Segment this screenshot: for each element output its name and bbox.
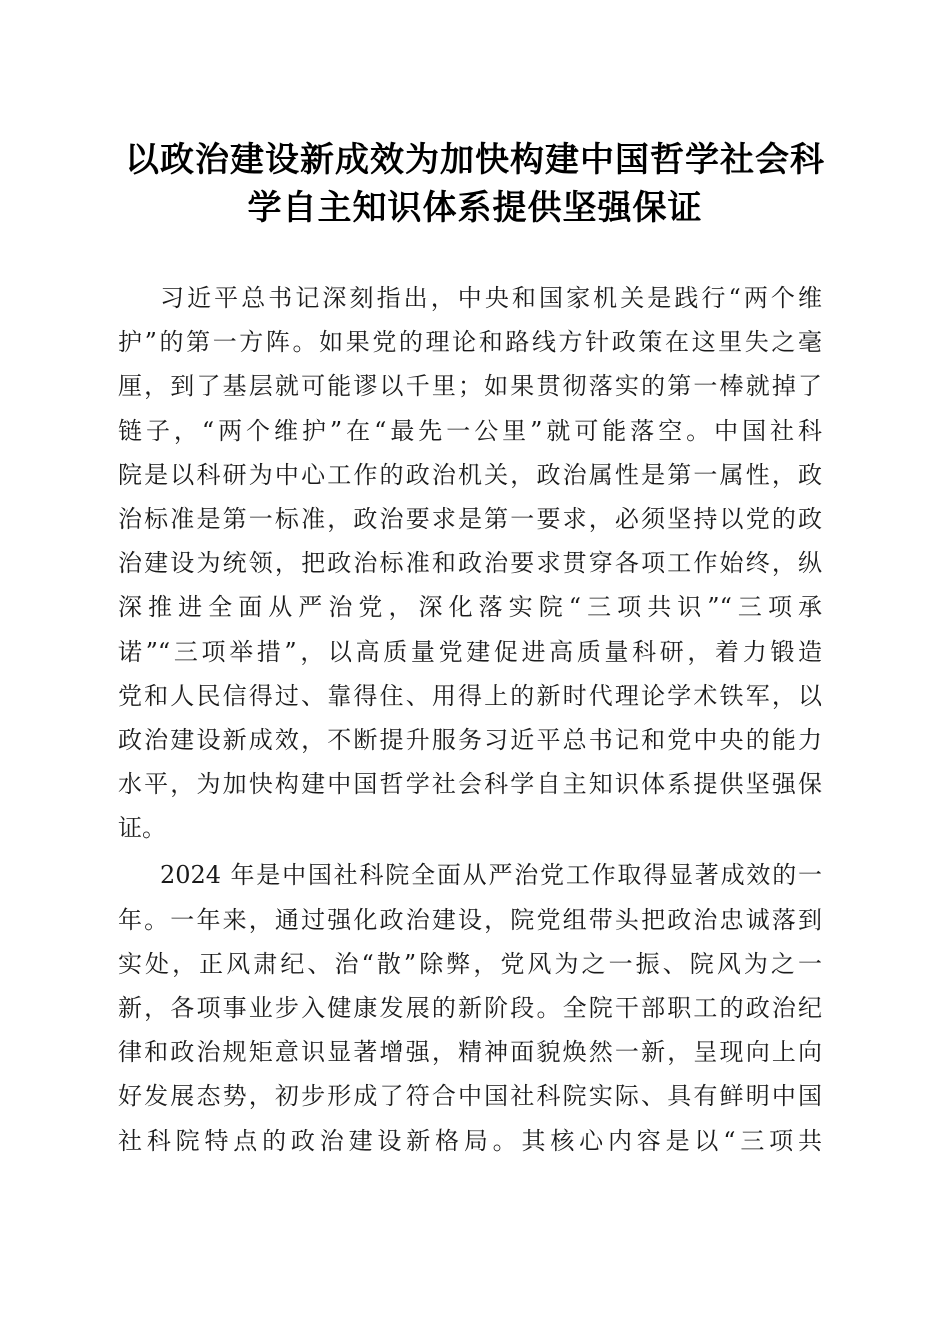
document-body: [118, 276, 822, 1166]
text-line: 治建设为统领，把政治标准和政治要求贯穿各项工作始终，纵: [118, 549, 822, 578]
paragraph: [118, 853, 822, 1162]
title-line: 学自主知识体系提供坚强保证: [247, 188, 703, 228]
text-line: 习近平总书记深刻指出，中央和国家机关是践行“两个维: [160, 284, 822, 312]
document-title: [0, 136, 950, 232]
paragraph: [118, 276, 822, 850]
text-line: 水平，为加快构建中国哲学社会科学自主知识体系提供坚强保: [118, 770, 822, 799]
text-line: 链子，“两个维护”在“最先一公里”就可能落空。中国社科: [118, 416, 822, 445]
text-line: 社科院特点的政治建设新格局。其核心内容是以“三项共: [118, 1126, 822, 1155]
text-line: 厘，到了基层就可能谬以千里；如果贯彻落实的第一棒就掉了: [118, 372, 822, 401]
text-line: 诺”“三项举措”，以高质量党建促进高质量科研，着力锻造: [118, 637, 822, 666]
text-line: 政治建设新成效，不断提升服务习近平总书记和党中央的能力: [118, 725, 822, 754]
text-line: 律和政治规矩意识显著增强，精神面貌焕然一新，呈现向上向: [118, 1038, 822, 1067]
text-line: 深推进全面从严治党，深化落实院“三项共识”“三项承: [118, 593, 822, 622]
text-line: 实处，正风肃纪、治“散”除弊，党风为之一振、院风为之一: [118, 949, 822, 978]
text-line: 证。: [118, 814, 166, 843]
text-line: 新，各项事业步入健康发展的新阶段。全院干部职工的政治纪: [118, 994, 822, 1022]
text-line: 治标准是第一标准，政治要求是第一要求，必须坚持以党的政: [118, 504, 822, 533]
text-line: 院是以科研为中心工作的政治机关，政治属性是第一属性，政: [118, 460, 822, 489]
title-line: 以政治建设新成效为加快构建中国哲学社会科: [125, 140, 825, 180]
text-line: 2024 年是中国社科院全面从严治党工作取得显著成效的一: [160, 861, 822, 890]
text-line: 年。一年来，通过强化政治建设，院党组带头把政治忠诚落到: [118, 905, 822, 934]
text-line: 好发展态势，初步形成了符合中国社科院实际、具有鲜明中国: [118, 1082, 822, 1111]
text-line: 党和人民信得过、靠得住、用得上的新时代理论学术铁军，以: [118, 681, 822, 710]
text-line: 护”的第一方阵。如果党的理论和路线方针政策在这里失之毫: [118, 328, 822, 357]
